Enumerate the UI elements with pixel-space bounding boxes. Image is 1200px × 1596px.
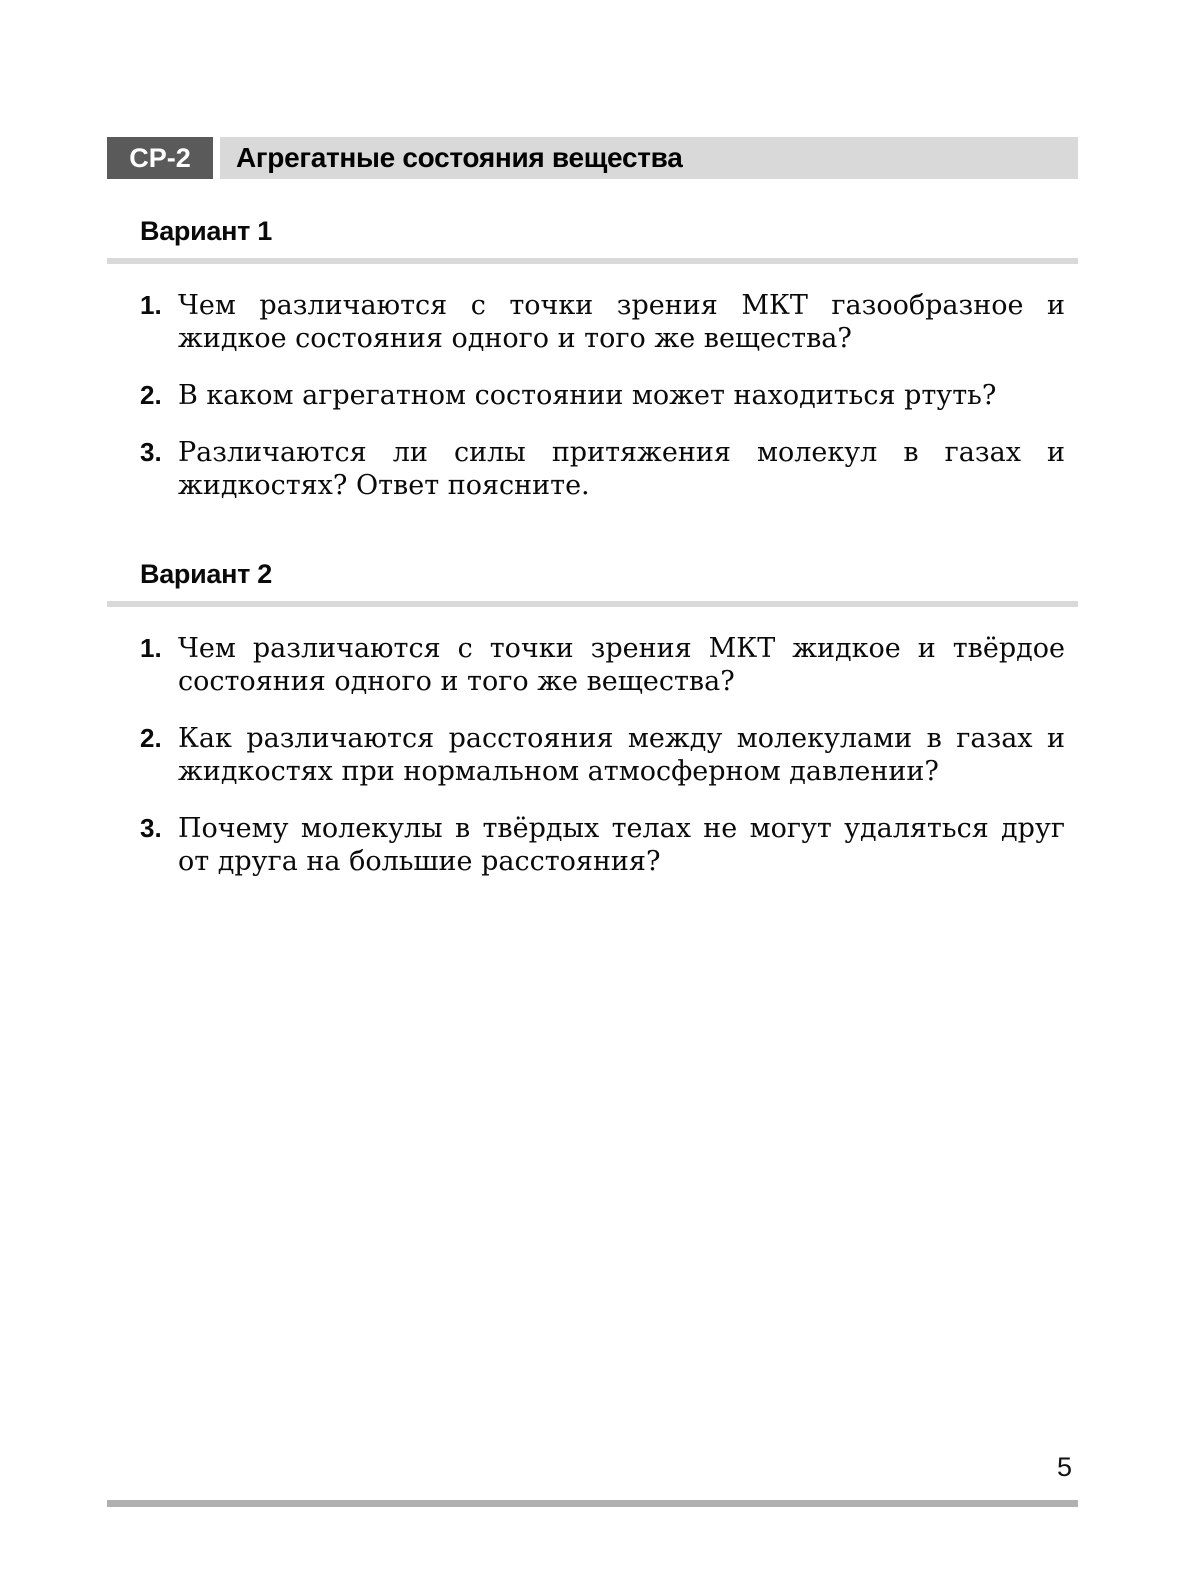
variant2-questions (107, 632, 1078, 878)
question-text: Почему молекулы в твёрдых телах не могут удаляться друг от друга на большие расстояния? (178, 813, 1065, 877)
question-text: В каком агрегатном состоянии может находиться ртуть? (178, 380, 997, 411)
variant2-rule (107, 601, 1078, 607)
question-number: 1. (140, 633, 162, 663)
page-number: 5 (1056, 1452, 1072, 1482)
section-title: Агрегатные состояния вещества (220, 137, 1078, 179)
question-item (107, 632, 1065, 698)
question-text: Различаются ли силы притяжения молекул в газах и жидкостях? Ответ поясните. (178, 437, 1065, 501)
section-header (107, 137, 1078, 179)
question-number: 2. (140, 380, 162, 410)
page-content (107, 137, 1078, 878)
question-item (107, 289, 1065, 355)
question-text: Чем различаются с точки зрения МКТ жидкое и твёрдое состояния одного и того же вещества? (178, 633, 1065, 697)
variant1-questions (107, 289, 1078, 502)
variant1-heading: Вариант 1 (140, 216, 272, 246)
question-number: 3. (140, 437, 162, 467)
question-text: Как различаются расстояния между молекулами в газах и жидкостях при нормальном атмосферном давлении? (178, 723, 1065, 787)
question-number: 1. (140, 290, 162, 320)
question-text: Чем различаются с точки зрения МКТ газообразное и жидкое состояния одного и того же вещества? (178, 290, 1065, 354)
section-code-badge: СР-2 (107, 137, 213, 179)
badge-divider (213, 137, 220, 179)
question-item (107, 379, 1065, 412)
question-number: 2. (140, 723, 162, 753)
footer-bar (107, 1500, 1078, 1507)
question-item (107, 722, 1065, 788)
variant2-heading: Вариант 2 (140, 559, 272, 589)
question-number: 3. (140, 813, 162, 843)
question-item (107, 812, 1065, 878)
question-item (107, 436, 1065, 502)
variant1-rule (107, 258, 1078, 264)
